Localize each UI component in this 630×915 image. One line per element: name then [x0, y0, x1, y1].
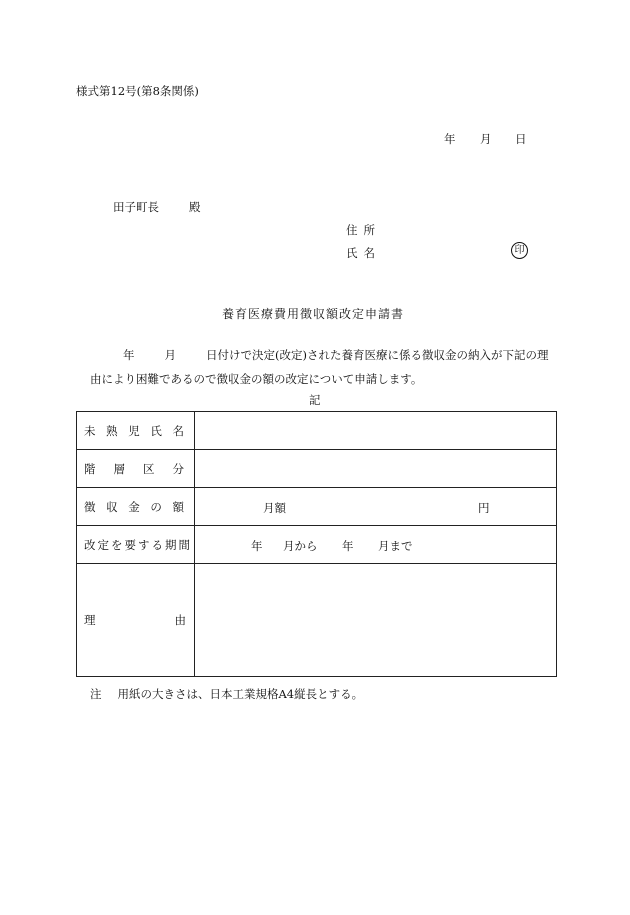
- monthly-amount-label: 月額: [263, 501, 286, 515]
- body-line-2: 由により困難であるので徴収金の額の改定について申請します。: [90, 372, 423, 386]
- body-line1-text: 日付けで決定(改定)された養育医療に係る徴収金の納入が下記の理: [206, 348, 549, 362]
- date-month: 月: [480, 132, 492, 146]
- detail-table: [76, 411, 557, 677]
- child-name-label: [77, 412, 195, 450]
- period-from-month: 月から: [283, 539, 318, 553]
- reason-field[interactable]: [195, 564, 557, 677]
- label-char: 期: [165, 537, 177, 552]
- label-char: 熟: [106, 423, 118, 438]
- label-char: の: [150, 499, 162, 514]
- footnote: [90, 686, 363, 702]
- ki-heading: 記: [309, 393, 321, 407]
- addressee-honorific: 殿: [189, 200, 201, 214]
- note-text: 用紙の大きさは、日本工業規格A4縦長とする。: [117, 687, 364, 701]
- period-to-year: 年: [342, 539, 354, 553]
- period-field[interactable]: [195, 526, 557, 564]
- label-char: を: [111, 537, 123, 552]
- addressee: [113, 199, 201, 215]
- table-row-tier: [77, 450, 557, 488]
- address-label: 住所: [346, 223, 381, 237]
- label-char: 間: [178, 537, 190, 552]
- body-month: 月: [164, 348, 176, 362]
- period-label: [77, 526, 195, 564]
- label-char: 額: [172, 499, 184, 514]
- tier-label: [77, 450, 195, 488]
- label-char: 由: [174, 613, 186, 627]
- table-row-period: [77, 526, 557, 564]
- period-from-year: 年: [251, 539, 263, 553]
- label-char: 理: [84, 613, 96, 627]
- form-number: 様式第12号(第8条関係): [76, 84, 199, 98]
- amount-label: [77, 488, 195, 526]
- yen-unit: 円: [478, 501, 490, 515]
- label-char: す: [138, 537, 150, 552]
- note-prefix: 注: [90, 687, 102, 701]
- table-row-child-name: [77, 412, 557, 450]
- reason-label: [77, 564, 195, 677]
- date-day: 日: [515, 132, 527, 146]
- name-label: 氏名: [346, 246, 381, 260]
- label-char: 収: [106, 499, 118, 514]
- label-char: 名: [172, 423, 184, 438]
- label-char: 氏: [150, 423, 162, 438]
- table-row-reason: [77, 564, 557, 677]
- body-year: 年: [123, 348, 135, 362]
- label-char: 徴: [84, 499, 96, 514]
- label-char: 階: [84, 461, 96, 476]
- seal-mark: 印: [511, 242, 528, 259]
- label-char: 改: [84, 537, 96, 552]
- child-name-field[interactable]: [195, 412, 557, 450]
- document-title: 養育医療費用徴収額改定申請書: [222, 307, 405, 321]
- date-year: 年: [444, 132, 456, 146]
- label-char: 区: [143, 461, 155, 476]
- label-char: 分: [172, 461, 184, 476]
- label-char: 金: [128, 499, 140, 514]
- label-char: 定: [97, 537, 109, 552]
- period-to-month: 月まで: [378, 539, 413, 553]
- label-char: る: [151, 537, 163, 552]
- body-line-1: [123, 347, 548, 363]
- addressee-name: 田子町長: [113, 200, 159, 214]
- table-row-amount: [77, 488, 557, 526]
- label-char: 層: [113, 461, 125, 476]
- label-char: 児: [128, 423, 140, 438]
- amount-field[interactable]: [195, 488, 557, 526]
- label-char: 未: [84, 423, 96, 438]
- tier-field[interactable]: [195, 450, 557, 488]
- label-char: 要: [124, 537, 136, 552]
